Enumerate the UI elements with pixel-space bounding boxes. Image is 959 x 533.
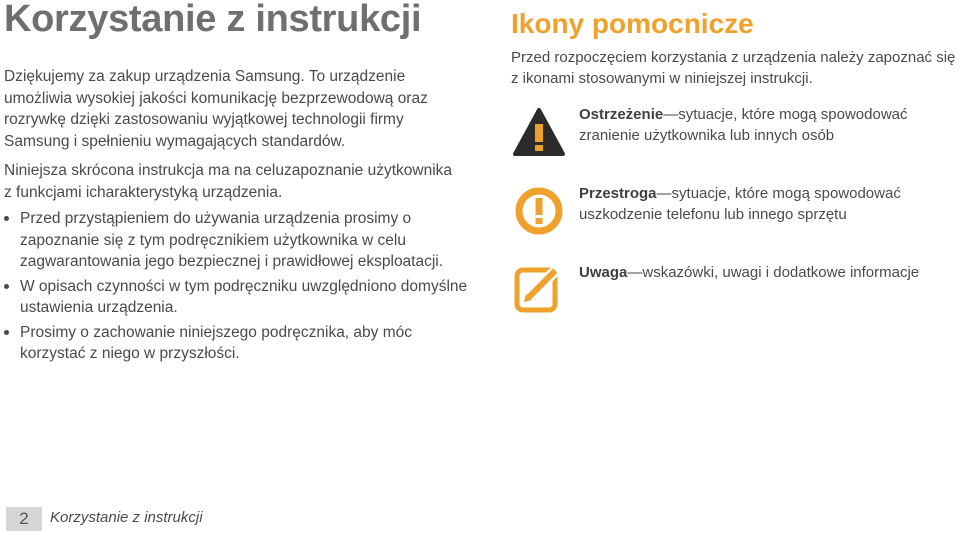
- warning-triangle-icon: [511, 104, 567, 160]
- footer-section-title: Korzystanie z instrukcji: [50, 509, 203, 526]
- page-title: Korzystanie z instrukcji: [4, 0, 422, 40]
- note-pencil-icon: [511, 262, 567, 318]
- intro-text: [4, 66, 464, 211]
- list-item-text: Przed przystąpieniem do używania urządzenia prosimy o zapoznanie się z tym podręcznikiem użytkownika w celu zagwarantowania jego bezpiecznej i prawidłowej eksploatacji.: [20, 210, 444, 270]
- list-item: [4, 208, 474, 273]
- icon-desc: —sytuacje, które mogą spowodować uszkodzenie telefonu lub innego sprzętu: [579, 185, 901, 223]
- caution-circle-icon: [511, 183, 567, 239]
- bullet-list: [4, 208, 474, 368]
- icon-description: [579, 183, 959, 225]
- section-intro: Przed rozpoczęciem korzystania z urządzenia należy zapoznać się z ikonami stosowanymi w niniejszej instrukcji.: [511, 49, 956, 87]
- icon-term: Przestroga: [579, 185, 657, 202]
- bullet-icon: [4, 216, 9, 221]
- list-item: [4, 322, 474, 365]
- page-number: 2: [6, 507, 42, 531]
- list-item: [4, 276, 474, 319]
- bullet-icon: [4, 330, 9, 335]
- icon-term: Ostrzeżenie: [579, 106, 664, 123]
- section-title: Ikony pomocnicze: [511, 8, 754, 39]
- bullet-icon: [4, 284, 9, 289]
- icon-term: Uwaga: [579, 264, 628, 281]
- intro-paragraph: Dziękujemy za zakup urządzenia Samsung. To urządzenie umożliwia wysokiej jakości komunikację bezprzewodową oraz rozrywkę dzięki zastosowaniu wyjątkowej technologii firmy Samsung i spełnieniu wymagających standardów.: [4, 68, 428, 150]
- icon-desc: —wskazówki, uwagi i dodatkowe informacje: [627, 264, 920, 281]
- list-item-text: Prosimy o zachowanie niniejszego podręcznika, aby móc korzystać z niego w przyszłości.: [20, 323, 413, 362]
- icon-desc: —sytuacje, które mogą spowodować zranienie użytkownika lub innych osób: [579, 106, 908, 144]
- icon-description: [579, 104, 959, 146]
- list-item-text: W opisach czynności w tym podręczniku uwzględniono domyślne ustawienia urządzenia.: [20, 277, 468, 316]
- icon-description: [579, 262, 959, 283]
- intro-paragraph: Niniejsza skrócona instrukcja ma na celuzapoznanie użytkownika z funkcjami icharakterystyką urządzenia.: [4, 162, 453, 201]
